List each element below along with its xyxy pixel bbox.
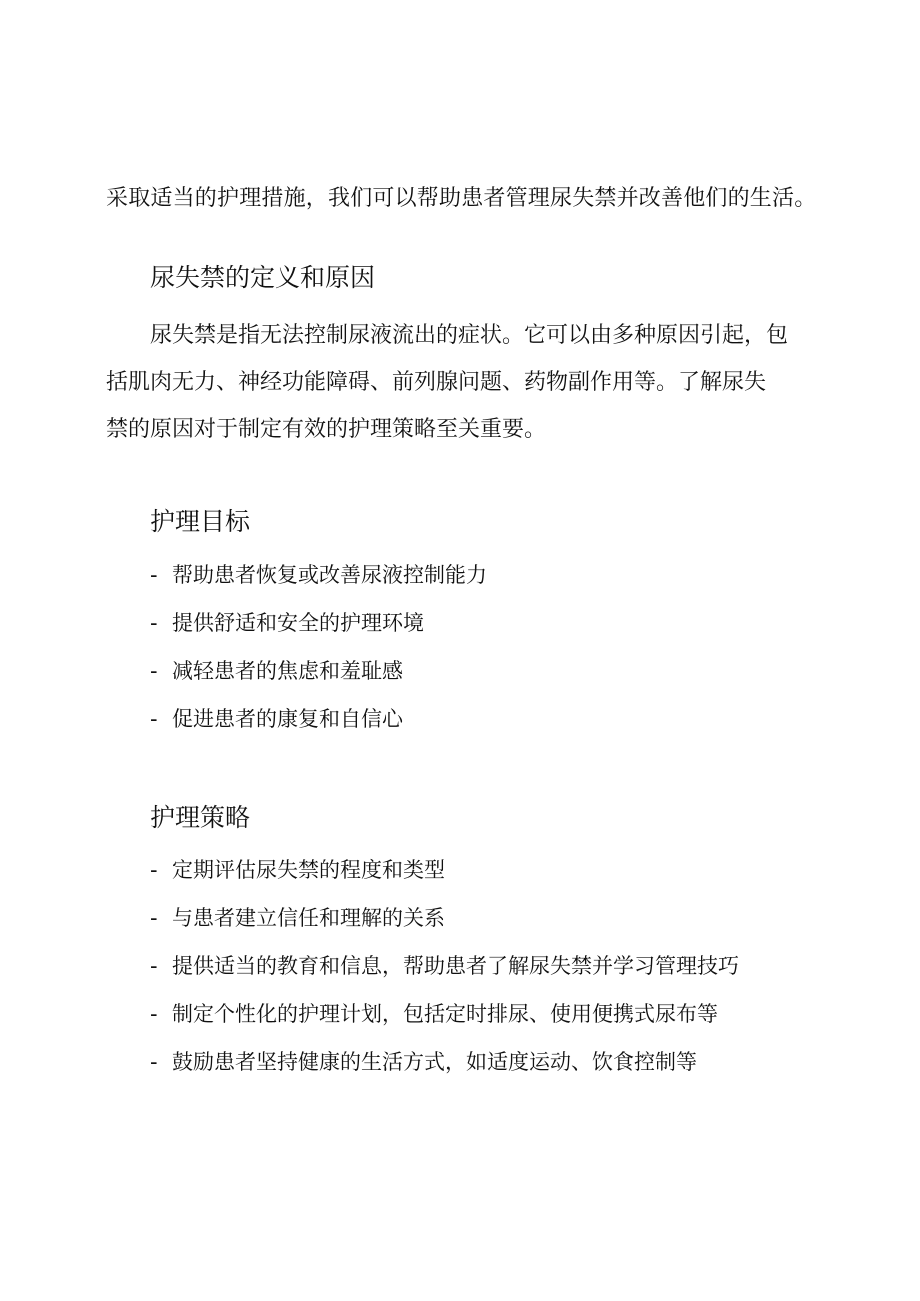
list-item-text: 提供舒适和安全的护理环境 <box>172 611 424 635</box>
list-item-text: 提供适当的教育和信息，帮助患者了解尿失禁并学习管理技巧 <box>172 954 739 978</box>
list-item-text: 促进患者的康复和自信心 <box>172 707 403 731</box>
list-item-text: 制定个性化的护理计划，包括定时排尿、使用便携式尿布等 <box>172 1002 718 1026</box>
list-item-text: 帮助患者恢复或改善尿液控制能力 <box>172 563 487 587</box>
strategies-list <box>150 846 739 1086</box>
list-item-text: 定期评估尿失禁的程度和类型 <box>172 858 445 882</box>
list-item <box>150 1038 739 1086</box>
paragraph-line: 禁的原因对于制定有效的护理策略至关重要。 <box>106 417 547 442</box>
bullet-dash: - <box>150 1050 158 1074</box>
bullet-dash: - <box>150 659 158 683</box>
bullet-dash: - <box>150 906 158 930</box>
intro-text: 采取适当的护理措施，我们可以帮助患者管理尿失禁并改善他们的生活。 <box>106 186 817 211</box>
list-item <box>150 647 487 695</box>
list-item-text: 与患者建立信任和理解的关系 <box>172 906 445 930</box>
bullet-dash: - <box>150 1002 158 1026</box>
bullet-dash: - <box>150 707 158 731</box>
bullet-dash: - <box>150 611 158 635</box>
paragraph-line: 括肌肉无力、神经功能障碍、前列腺问题、药物副作用等。了解尿失 <box>106 370 767 395</box>
list-item-text: 减轻患者的焦虑和羞耻感 <box>172 659 403 683</box>
list-item <box>150 942 739 990</box>
list-item <box>150 846 739 894</box>
paragraph-line: 尿失禁是指无法控制尿液流出的症状。它可以由多种原因引起，包 <box>150 323 789 348</box>
list-item <box>150 599 487 647</box>
section-title-strategies: 护理策略 <box>150 803 251 832</box>
definition-paragraph <box>106 312 806 453</box>
list-item <box>150 990 739 1038</box>
list-item <box>150 894 739 942</box>
bullet-dash: - <box>150 563 158 587</box>
goals-list <box>150 551 487 743</box>
list-item <box>150 551 487 599</box>
bullet-dash: - <box>150 954 158 978</box>
list-item <box>150 695 487 743</box>
bullet-dash: - <box>150 858 158 882</box>
section-title-goals: 护理目标 <box>150 507 251 536</box>
list-item-text: 鼓励患者坚持健康的生活方式，如适度运动、饮食控制等 <box>172 1050 697 1074</box>
section-title-definition: 尿失禁的定义和原因 <box>150 263 376 292</box>
